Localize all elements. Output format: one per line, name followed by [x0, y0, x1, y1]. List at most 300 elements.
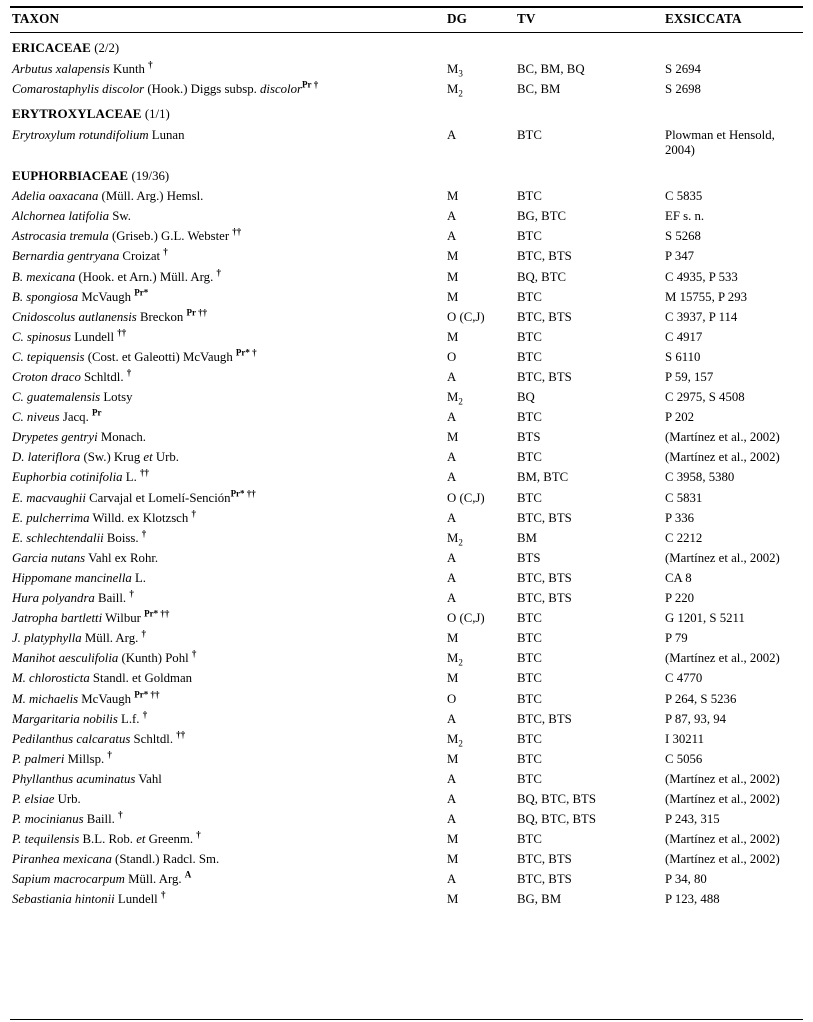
species-name: Hura polyandra	[12, 591, 95, 606]
species-name: C. guatemalensis	[12, 390, 101, 405]
species-marker: ††	[117, 327, 127, 338]
species-authority: Breckon	[136, 309, 187, 324]
exsiccata-cell: C 4935, P 533	[665, 269, 738, 284]
dg-cell	[445, 347, 515, 367]
family-row	[10, 33, 803, 60]
taxon-cell	[10, 347, 445, 367]
dg-value: M	[447, 189, 459, 204]
dg-cell	[445, 307, 515, 327]
dg-cell	[445, 709, 515, 729]
tv-cell: BTC	[517, 329, 542, 344]
table-row	[10, 528, 803, 548]
taxon-cell	[10, 508, 445, 528]
dg-cell	[445, 368, 515, 388]
tv-cell: BM	[517, 530, 537, 545]
dg-value: A	[447, 370, 457, 384]
species-marker: †	[191, 508, 196, 519]
species-authority: Millsp.	[64, 751, 108, 766]
table-row	[10, 227, 803, 247]
species-marker: †	[129, 588, 134, 599]
tv-cell: BTC	[517, 631, 542, 646]
dg-value: M	[447, 289, 459, 304]
exsiccata-cell: Plowman et Hensold, 2004)	[665, 127, 775, 157]
table-row	[10, 669, 803, 689]
species-authority: (Hook. et Arn.) Müll. Arg.	[75, 269, 217, 284]
dg-value: O (C,J)	[447, 490, 485, 505]
taxon-cell	[10, 79, 445, 99]
dg-value: M	[447, 751, 459, 766]
taxon-cell	[10, 287, 445, 307]
taxon-cell	[10, 749, 445, 769]
taxon-cell	[10, 890, 445, 910]
species-marker: †	[163, 247, 168, 258]
species-marker: Pr* †	[235, 347, 257, 358]
taxon-cell	[10, 689, 445, 709]
tv-cell: BTC	[517, 490, 542, 505]
dg-value: O (C,J)	[447, 309, 485, 324]
exsiccata-cell: P 347	[665, 249, 695, 264]
exsiccata-cell: C 2975, S 4508	[665, 390, 745, 405]
species-authority: Jacq.	[59, 410, 92, 425]
table-row	[10, 408, 803, 428]
exsiccata-cell: P 220	[665, 591, 695, 606]
species-marker: †	[216, 267, 221, 278]
species-name: Sapium macrocarpum	[12, 872, 125, 887]
dg-value: M	[447, 651, 459, 666]
species-name: Croton draco	[12, 370, 81, 384]
taxon-cell	[10, 850, 445, 870]
table-row	[10, 729, 803, 749]
taxon-cell	[10, 368, 445, 388]
table-row	[10, 508, 803, 528]
species-name: B. mexicana	[12, 269, 76, 284]
tv-cell: BTC, BTS	[517, 711, 572, 726]
taxon-cell	[10, 810, 445, 830]
dg-cell	[445, 408, 515, 428]
taxon-table	[10, 6, 803, 910]
tv-cell: BTC	[517, 189, 542, 204]
taxon-cell	[10, 830, 445, 850]
dg-value: M	[447, 81, 459, 96]
family-cell	[10, 161, 803, 187]
species-marker: Pr* ††	[230, 488, 256, 499]
exsiccata-cell: C 3937, P 114	[665, 309, 738, 324]
species-marker: ††	[176, 729, 186, 740]
dg-value: M	[447, 832, 459, 847]
taxon-cell	[10, 709, 445, 729]
species-name: Cnidoscolus autlanensis	[12, 309, 137, 324]
species-marker: A	[184, 870, 192, 881]
dg-value: A	[447, 127, 457, 142]
dg-value: A	[447, 209, 457, 224]
tv-cell: BTC	[517, 349, 542, 364]
species-marker: Pr	[91, 407, 102, 418]
dg-cell	[445, 548, 515, 568]
taxon-cell	[10, 207, 445, 227]
tv-cell: BTC	[517, 671, 542, 686]
taxon-cell	[10, 568, 445, 588]
species-authority: Carvajal et Lomelí-Sención	[85, 490, 231, 505]
table-row	[10, 187, 803, 207]
exsiccata-cell: (Martínez et al., 2002)	[665, 651, 780, 666]
dg-value: A	[447, 229, 457, 244]
exsiccata-cell: M 15755, P 293	[665, 289, 748, 304]
family-name: ERICACEAE	[12, 40, 95, 55]
dg-cell	[445, 789, 515, 809]
table-row	[10, 448, 803, 468]
species-name: Euphorbia cotinifolia	[12, 470, 123, 485]
dg-subscript: 2	[458, 738, 463, 749]
species-marker: †	[148, 59, 153, 70]
taxon-cell	[10, 729, 445, 749]
table-row	[10, 287, 803, 307]
species-name: Comarostaphylis discolor	[12, 81, 145, 96]
species-name: Phyllanthus acuminatus	[12, 771, 136, 786]
taxon-cell	[10, 59, 445, 79]
exsiccata-cell: S 6110	[665, 349, 701, 364]
exsiccata-cell: P 34, 80	[665, 872, 707, 887]
species-authority: Croizat	[119, 249, 164, 264]
species-epithet-secondary: et	[136, 832, 146, 847]
dg-value: M	[447, 530, 459, 545]
dg-value: O	[447, 349, 457, 364]
dg-cell	[445, 468, 515, 488]
tv-cell: BM, BTC	[517, 470, 569, 485]
table-row	[10, 548, 803, 568]
family-count: (1/1)	[144, 107, 170, 122]
exsiccata-cell: P 79	[665, 631, 688, 646]
dg-cell	[445, 609, 515, 629]
dg-value: M	[447, 249, 459, 264]
dg-value: M	[447, 892, 459, 907]
dg-cell	[445, 830, 515, 850]
species-authority: Lundell	[114, 892, 161, 907]
dg-cell	[445, 769, 515, 789]
column-header-exsiccata: EXSICCATA	[665, 11, 742, 26]
dg-cell	[445, 729, 515, 749]
family-cell	[10, 99, 803, 125]
species-authority: Lotsy	[100, 390, 133, 405]
species-authority: Baill.	[83, 812, 119, 827]
dg-cell	[445, 568, 515, 588]
species-authority: McVaugh	[78, 289, 135, 304]
species-marker: †	[196, 829, 201, 840]
dg-value: M	[447, 269, 459, 284]
tv-cell: BTC	[517, 229, 542, 244]
species-name: E. macvaughii	[12, 490, 86, 505]
species-authority: L.	[131, 570, 146, 585]
dg-cell	[445, 870, 515, 890]
species-name: P. mocinianus	[12, 812, 84, 827]
taxon-cell	[10, 870, 445, 890]
dg-subscript: 2	[458, 88, 463, 99]
exsiccata-cell: C 5831	[665, 490, 703, 505]
family-count: (2/2)	[94, 41, 120, 55]
tv-cell: BTC	[517, 771, 542, 786]
table-row	[10, 247, 803, 267]
taxon-cell	[10, 448, 445, 468]
table-row	[10, 207, 803, 227]
family-cell	[10, 33, 803, 60]
dg-cell	[445, 810, 515, 830]
dg-cell	[445, 267, 515, 287]
dg-cell	[445, 649, 515, 669]
species-name: P. palmeri	[12, 751, 65, 766]
table-row	[10, 79, 803, 99]
species-name: J. platyphylla	[12, 631, 82, 646]
dg-value: O	[447, 691, 457, 706]
taxon-cell	[10, 428, 445, 448]
taxon-cell	[10, 307, 445, 327]
table-row	[10, 388, 803, 408]
species-authority: L.	[122, 470, 140, 485]
species-name: D. lateriflora	[12, 450, 81, 465]
tv-cell: BQ, BTC, BTS	[517, 812, 596, 827]
dg-value: A	[447, 791, 457, 806]
species-epithet-secondary: discolor	[260, 81, 302, 96]
species-marker: †	[141, 528, 147, 539]
exsiccata-cell: P 243, 315	[665, 812, 720, 827]
table-row	[10, 890, 803, 910]
dg-cell	[445, 287, 515, 307]
table-row	[10, 428, 803, 448]
exsiccata-cell: S 2698	[665, 81, 701, 96]
species-marker: Pr* ††	[144, 608, 170, 619]
column-header-taxon: TAXON	[12, 11, 60, 26]
family-row	[10, 161, 803, 187]
species-authority: (Standl.) Radcl. Sm.	[111, 852, 220, 867]
taxon-cell	[10, 589, 445, 609]
taxon-cell	[10, 125, 445, 160]
species-authority: Urb.	[54, 791, 81, 806]
exsiccata-cell: I 30211	[665, 731, 704, 746]
species-name: E. pulcherrima	[12, 510, 90, 525]
dg-subscript: 3	[458, 68, 463, 79]
dg-cell	[445, 589, 515, 609]
dg-cell	[445, 79, 515, 99]
dg-cell	[445, 749, 515, 769]
species-authority: Vahl	[135, 771, 162, 786]
dg-value: M	[447, 390, 459, 405]
table-row	[10, 850, 803, 870]
species-name: Adelia oaxacana	[12, 189, 99, 204]
taxon-cell	[10, 187, 445, 207]
species-name: Drypetes gentryi	[12, 430, 98, 445]
tv-cell: BTC	[517, 450, 542, 465]
dg-cell	[445, 488, 515, 508]
dg-value: M	[447, 671, 459, 686]
species-marker: ††	[139, 468, 149, 479]
species-marker: Pr*	[134, 287, 149, 298]
table-row	[10, 267, 803, 287]
dg-value: M	[447, 329, 459, 344]
species-marker: †	[160, 890, 166, 901]
taxon-cell	[10, 548, 445, 568]
family-count: (19/36)	[131, 168, 170, 183]
species-name: Alchornea latifolia	[12, 209, 110, 224]
species-authority-secondary: Urb.	[152, 450, 179, 465]
species-name: Sebastiania hintonii	[12, 892, 115, 907]
table-row	[10, 810, 803, 830]
species-name: E. schlechtendalii	[12, 530, 104, 545]
species-name: Arbutus xalapensis	[12, 61, 110, 76]
exsiccata-cell: (Martínez et al., 2002)	[665, 450, 780, 465]
dg-value: A	[447, 410, 457, 425]
exsiccata-cell: CA 8	[665, 570, 692, 585]
table-row	[10, 125, 803, 160]
table-row	[10, 709, 803, 729]
dg-cell	[445, 689, 515, 709]
exsiccata-cell: P 264, S 5236	[665, 691, 737, 706]
exsiccata-cell: C 4917	[665, 329, 703, 344]
species-authority: Vahl ex Rohr.	[85, 550, 159, 565]
species-authority: Baill.	[94, 591, 130, 606]
dg-subscript: 2	[458, 396, 463, 407]
species-authority: Willd. ex Klotzsch	[89, 510, 192, 525]
dg-value: M	[447, 731, 459, 746]
species-name: B. spongiosa	[12, 289, 79, 304]
taxon-cell	[10, 629, 445, 649]
species-authority: Kunth	[109, 61, 149, 76]
family-row	[10, 99, 803, 125]
species-authority: (Griseb.) G.L. Webster	[108, 229, 233, 244]
tv-cell: BTS	[517, 430, 541, 445]
exsiccata-cell: C 3958, 5380	[665, 470, 735, 485]
dg-value: A	[447, 771, 457, 786]
species-authority: (Hook.) Diggs subsp.	[144, 81, 261, 96]
taxon-cell	[10, 649, 445, 669]
tv-cell: BTC, BTS	[517, 510, 572, 525]
table-row	[10, 589, 803, 609]
dg-value: A	[447, 470, 457, 485]
dg-cell	[445, 428, 515, 448]
table-row	[10, 749, 803, 769]
tv-cell: BC, BM	[517, 81, 561, 96]
dg-value: M	[447, 852, 459, 867]
species-authority: Lundell	[71, 329, 118, 344]
exsiccata-cell: P 123, 488	[665, 892, 720, 907]
species-name: C. niveus	[12, 410, 60, 425]
species-marker: Pr ††	[186, 307, 208, 318]
species-authority: McVaugh	[78, 691, 135, 706]
dg-cell	[445, 528, 515, 548]
species-authority: Sw.	[109, 209, 131, 224]
dg-cell	[445, 629, 515, 649]
species-authority: B.L. Rob.	[79, 832, 137, 847]
species-name: Pedilanthus calcaratus	[12, 731, 131, 746]
dg-value: A	[447, 450, 457, 465]
tv-cell: BG, BM	[517, 892, 562, 907]
exsiccata-cell: C 5835	[665, 189, 703, 204]
species-name: P. elsiae	[12, 791, 55, 806]
table-header	[10, 7, 803, 33]
dg-value: O (C,J)	[447, 611, 485, 626]
exsiccata-cell: G 1201, S 5211	[665, 611, 745, 626]
dg-cell	[445, 247, 515, 267]
table-row	[10, 307, 803, 327]
taxon-cell	[10, 227, 445, 247]
dg-cell	[445, 59, 515, 79]
species-marker: †	[141, 628, 147, 639]
taxon-cell	[10, 408, 445, 428]
tv-cell: BTC	[517, 751, 542, 766]
column-header-tv: TV	[517, 11, 536, 26]
dg-value: M	[447, 61, 459, 76]
exsiccata-cell: C 5056	[665, 751, 703, 766]
dg-cell	[445, 669, 515, 689]
species-name: C. spinosus	[12, 329, 72, 344]
species-marker: †	[191, 649, 197, 660]
exsiccata-cell: EF s. n.	[665, 209, 705, 224]
tv-cell: BQ, BTC	[517, 269, 567, 284]
dg-cell	[445, 125, 515, 160]
exsiccata-cell: P 87, 93, 94	[665, 711, 727, 726]
exsiccata-cell: P 59, 157	[665, 370, 714, 384]
taxon-cell	[10, 247, 445, 267]
table-row	[10, 789, 803, 809]
family-name: ERYTROXYLACEAE	[12, 106, 145, 122]
taxon-cell	[10, 267, 445, 287]
species-authority: Standl. et Goldman	[89, 671, 193, 686]
table-row	[10, 327, 803, 347]
species-authority: (Müll. Arg.) Hemsl.	[98, 189, 204, 204]
exsiccata-cell: S 5268	[665, 229, 701, 244]
tv-cell: BTC, BTS	[517, 570, 572, 585]
table-row	[10, 568, 803, 588]
taxon-cell	[10, 327, 445, 347]
species-epithet-secondary: et	[143, 450, 153, 465]
exsiccata-cell: C 2212	[665, 530, 703, 545]
table-row	[10, 649, 803, 669]
taxon-cell	[10, 769, 445, 789]
exsiccata-cell: P 336	[665, 510, 695, 525]
dg-subscript: 2	[458, 537, 463, 548]
tv-cell: BTC	[517, 127, 542, 142]
species-marker: †	[126, 367, 132, 378]
dg-cell	[445, 207, 515, 227]
species-marker: ††	[232, 227, 242, 238]
exsiccata-cell: S 2694	[665, 61, 701, 76]
dg-cell	[445, 448, 515, 468]
tv-cell: BTC	[517, 410, 542, 425]
species-name: Erytroxylum rotundifolium	[12, 127, 149, 142]
tv-cell: BQ	[517, 390, 535, 405]
tv-cell: BTC, BTS	[517, 370, 572, 384]
taxon-cell	[10, 789, 445, 809]
dg-value: A	[447, 872, 457, 887]
taxon-cell	[10, 468, 445, 488]
species-name: M. michaelis	[12, 691, 79, 706]
species-authority: Lunan	[148, 127, 185, 142]
table-row	[10, 830, 803, 850]
dg-value: M	[447, 631, 459, 646]
taxon-cell	[10, 388, 445, 408]
species-authority: Schltdl.	[130, 731, 177, 746]
dg-cell	[445, 850, 515, 870]
species-name: Astrocasia tremula	[12, 229, 109, 244]
dg-cell	[445, 227, 515, 247]
tv-cell: BTC	[517, 651, 542, 666]
dg-value: A	[447, 550, 457, 565]
species-name: Margaritaria nobilis	[12, 711, 118, 726]
taxon-cell	[10, 488, 445, 508]
species-name: Piranhea mexicana	[12, 852, 112, 867]
tv-cell: BTC, BTS	[517, 872, 572, 887]
species-authority: (Sw.) Krug	[80, 450, 144, 465]
exsiccata-cell: (Martínez et al., 2002)	[665, 550, 780, 565]
tv-cell: BTC	[517, 611, 542, 626]
species-marker: †	[107, 749, 112, 760]
